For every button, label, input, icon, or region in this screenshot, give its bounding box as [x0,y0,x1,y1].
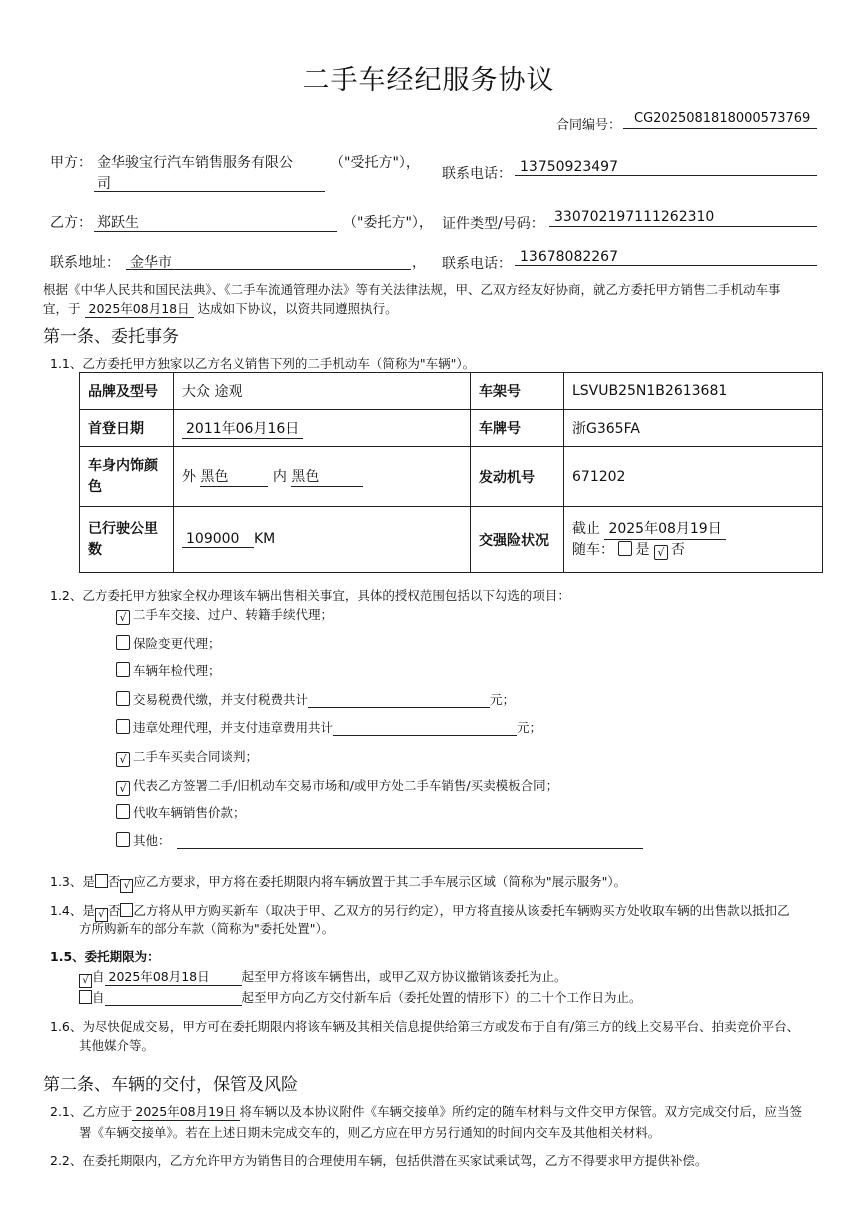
party-a-name: 金华骏宝行汽车销售服务有限公 [97,155,293,171]
clause-1-3-yes-checkbox[interactable] [95,874,108,888]
reg-date-value: 2011年06月16日 [182,418,303,439]
color-cell [174,447,471,507]
insurance-until-date: 2025年08月19日 [604,519,725,540]
insurance-yes-label: 是 [635,542,650,558]
preamble-prefix: 宜，于 [43,301,81,316]
authorization-item-blank[interactable] [333,720,517,736]
term-option-2-checkbox[interactable] [79,990,92,1004]
party-a-phone: 13750923497 [520,159,618,175]
authorization-item-checkbox[interactable]: √ [116,610,130,625]
clause-2-1-line2: 署《车辆交接单》。若在上述日期未完成交车的，则乙方应在甲方另行通知的时间内交车及其他相关材料。 [79,1125,661,1140]
party-a-label: 甲方： [50,155,92,171]
term-option-1-text: 起至甲方将该车辆售出，或甲乙双方协议撤销该委托为止。 [241,969,567,984]
authorization-item-checkbox[interactable] [116,832,130,847]
authorization-item-checkbox[interactable] [116,662,130,677]
clause-2-1-post: 将车辆以及本协议附件《车辆交接单》所约定的随车材料与文件交甲方保管。双方完成交付后，应当签 [239,1104,803,1119]
term-option-2-text: 起至甲方向乙方交付新车后（委托处置的情形下）的二十个工作日为止。 [241,990,642,1005]
clause-1-4-yes-checkbox[interactable]: √ [95,908,108,922]
contract-no-label: 合同编号： [556,118,622,133]
authorization-item [116,747,258,767]
contract-no-value: CG2025081818000573769 [634,111,811,126]
preamble-line1: 根据《中华人民共和国民法典》、《二手车流通管理办法》等有关法律法规，甲、乙双方经友好协商，就乙方委托甲方销售二手机动车事 [43,282,781,297]
clause-1-4-yes-label: 是 [82,903,95,918]
term-option-1-from: 自 [92,969,105,984]
interior-color: 黑色 [291,466,363,487]
authorization-item-blank[interactable] [177,833,643,849]
insurance-no-label: 否 [670,542,685,558]
clause-1-3-yes-label: 是 [82,874,95,889]
authorization-item-label: 违章处理代理，并支付违章费用共计 [133,720,334,735]
authorization-item-label: 车辆年检代理； [133,663,221,678]
clause-1-6-line2: 其他媒介等。 [79,1038,155,1053]
party-b-label: 乙方： [50,215,92,231]
exterior-label: 外 [182,469,196,485]
term-start-date: 2025年08月18日 [105,967,242,986]
authorization-item-label: 代表乙方签署二手/旧机动车交易市场和/或甲方处二手车销售/买卖模板合同； [133,778,559,793]
clause-2-2: 2.2、在委托期限内，乙方允许甲方为销售目的合理使用车辆，包括供潜在买家试乘试驾，乙方不得要求甲方提供补偿。 [50,1153,708,1168]
address-underline [126,269,411,270]
term-option-2-blank[interactable] [105,990,242,1006]
authorization-item-label: 交易税费代缴，并支付税费共计 [133,692,309,707]
clause-2-1-line1 [50,1102,802,1121]
authorization-item [116,634,221,652]
authorization-item [116,718,542,736]
address-label: 联系地址： [50,255,120,271]
authorization-item-checkbox[interactable] [116,691,130,706]
authorization-item [116,661,221,679]
authorization-item [116,776,558,796]
authorization-item-blank[interactable] [308,692,490,708]
party-b-phone-underline [515,265,817,266]
plate-value: 浙G365FA [564,410,823,447]
authorization-item-label: 其他： [133,833,171,848]
authorization-item [116,803,246,821]
clause-1-3-no-checkbox[interactable]: √ [120,879,133,893]
mileage-cell [174,507,471,573]
party-b-role: （"委托方"）， [343,215,433,231]
vin-label: 车架号 [471,373,564,410]
engine-label: 发动机号 [471,447,564,507]
plate-label: 车牌号 [471,410,564,447]
party-b-phone-label: 联系电话： [442,256,512,272]
brand-value: 大众 途观 [174,373,471,410]
clause-1-4-no-checkbox[interactable] [120,903,133,917]
authorization-item [116,831,643,849]
party-b-id-label: 证件类型/号码： [442,216,545,232]
party-a-phone-label: 联系电话： [442,166,512,182]
address-value: 金华市 [130,255,172,271]
clause-1-6-line1: 1.6、为尽快促成交易，甲方可在委托期限内将该车辆及其相关信息提供给第三方或发布于自有/第三方的线上交易平台、拍卖竞价平台、 [50,1019,800,1034]
authorization-item-label: 二手车买卖合同谈判； [133,749,259,764]
clause-1-1: 1.1、乙方委托甲方独家以乙方名义销售下列的二手机动车（简称为"车辆"）。 [50,356,476,371]
document-title: 二手车经纪服务协议 [302,65,555,96]
party-a-underline [94,191,325,192]
vehicle-info-table [79,372,823,573]
term-option-1-checkbox[interactable]: √ [79,974,92,988]
authorization-item-suffix: 元； [490,692,516,707]
authorization-item-label: 代收车辆销售价款； [133,805,246,820]
authorization-item [116,690,515,708]
delivery-date: 2025年08月19日 [132,1102,239,1121]
authorization-item-checkbox[interactable] [116,804,130,819]
authorization-item-checkbox[interactable] [116,635,130,650]
insurance-with-row [572,540,814,560]
clause-1-3 [50,872,626,893]
insurance-no-checkbox[interactable]: √ [654,545,668,560]
insurance-until-row [572,519,814,540]
authorization-item-label: 二手车交接、过户、转籍手续代理； [133,607,334,622]
insurance-until-label: 截止 [572,521,600,537]
party-a-role: （"受托方"）， [330,155,420,171]
clause-2-1-pre: 2.1、乙方应于 [50,1104,133,1119]
article1-heading: 第一条、委托事务 [43,327,179,347]
clause-1-4-line2: 方所购新车的部分车款（简称为"委托处置"）。 [79,921,335,936]
term-option-2-from: 自 [92,990,105,1005]
contract-no-underline [623,128,817,129]
authorization-item-checkbox[interactable]: √ [116,752,130,767]
insurance-with-label: 随车： [572,542,614,558]
clause-1-4-num: 1.4、 [50,903,83,918]
preamble-suffix: 达成如下协议，以资共同遵照执行。 [197,301,398,316]
clause-1-5-heading: 1.5、委托期限为： [50,949,160,964]
insurance-label: 交强险状况 [471,507,564,573]
authorization-item [116,605,333,625]
clause-1-3-text: 应乙方要求，甲方将在委托期限内将车辆放置于其二手车展示区域（简称为"展示服务"）。 [133,874,627,889]
clause-1-2: 1.2、乙方委托甲方独家全权办理该车辆出售相关事宜，具体的授权范围包括以下勾选的项目： [50,588,570,603]
insurance-cell [564,507,823,573]
exterior-color: 黑色 [200,466,268,487]
brand-label: 品牌及型号 [80,373,174,410]
clause-1-3-num: 1.3、 [50,874,83,889]
term-option-1 [79,967,567,988]
authorization-item-checkbox[interactable]: √ [116,781,130,796]
reg-date-label: 首登日期 [80,410,174,447]
party-b-id: 330702197111262310 [554,209,715,225]
mileage-unit: KM [254,531,276,547]
party-a-name-wrap: 司 [97,176,111,192]
reg-date-cell [174,410,471,447]
agreement-date: 2025年08月18日 [85,299,194,318]
address-comma: ， [412,255,426,271]
mileage-value: 109000 [182,531,254,548]
party-b-underline [94,231,337,232]
party-a-phone-underline [515,175,817,176]
color-label: 车身内饰颜色 [80,447,174,507]
clause-1-4-text: 乙方将从甲方购买新车（取决于甲、乙双方的另行约定），甲方将直接从该委托车辆购买方处收取车辆的出售款以抵扣乙 [133,903,790,918]
preamble-line2 [43,299,398,318]
party-b-id-underline [549,226,817,227]
insurance-yes-checkbox[interactable] [618,541,632,556]
authorization-item-label: 保险变更代理； [133,636,221,651]
vin-value: LSVUB25N1B2613681 [564,373,823,410]
mileage-label: 已行驶公里数 [80,507,174,573]
clause-1-4-no-label: 否 [107,903,121,918]
party-b-name: 郑跃生 [97,215,139,231]
term-option-2 [79,988,642,1006]
engine-value: 671202 [564,447,823,507]
authorization-item-checkbox[interactable] [116,719,130,734]
party-b-phone: 13678082267 [520,249,618,265]
article2-heading: 第二条、车辆的交付，保管及风险 [43,1075,298,1095]
interior-label: 内 [272,469,287,485]
authorization-item-suffix: 元； [517,720,543,735]
clause-1-3-no-label: 否 [107,874,121,889]
